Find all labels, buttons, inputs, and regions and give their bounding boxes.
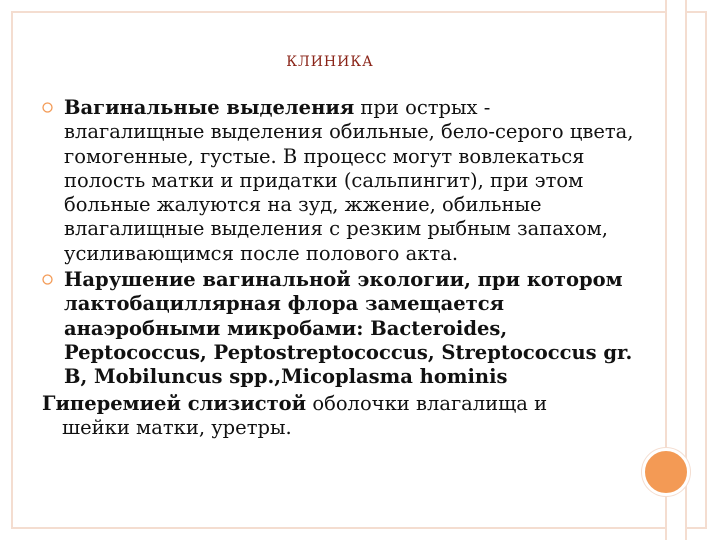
bullet-2-text: Нарушение вагинальной экологии, при котором лактобациллярная флора замещается анаэробными микробами: Bacteroides, Peptococcus, Peptostreptococcus, Streptococcus gr. B, Mobiluncus spp.,Micoplasma hominis	[64, 268, 633, 389]
bullet-1-heading: Вагинальные выделения	[64, 96, 355, 119]
paragraph-text-line1: оболочки влагалища и	[306, 391, 548, 415]
bullet-item-1	[44, 96, 634, 266]
paragraph-hyperemia	[42, 392, 634, 441]
bullet-item-2	[44, 268, 634, 389]
paragraph-text-line2: шейки матки, уретры.	[62, 415, 292, 439]
bullet-1-text: при острых - влагалищные выделения обильные, бело-серого цвета, гомогенные, густые. В процесс могут вовлекаться полость матки и придатки (сальпингит), при этом больные жалуются на зуд, жжение, обильные влагалищные выделения с резким рыбным запахом, усиливающимся после полового акта.	[64, 96, 634, 265]
hollow-circle-icon	[42, 102, 53, 113]
orange-circle-icon	[642, 448, 690, 496]
paragraph-heading: Гиперемией слизистой	[42, 391, 307, 415]
slide-title: КЛИНИКА	[286, 54, 374, 70]
slide-content	[44, 96, 634, 440]
hollow-circle-icon	[42, 274, 53, 285]
